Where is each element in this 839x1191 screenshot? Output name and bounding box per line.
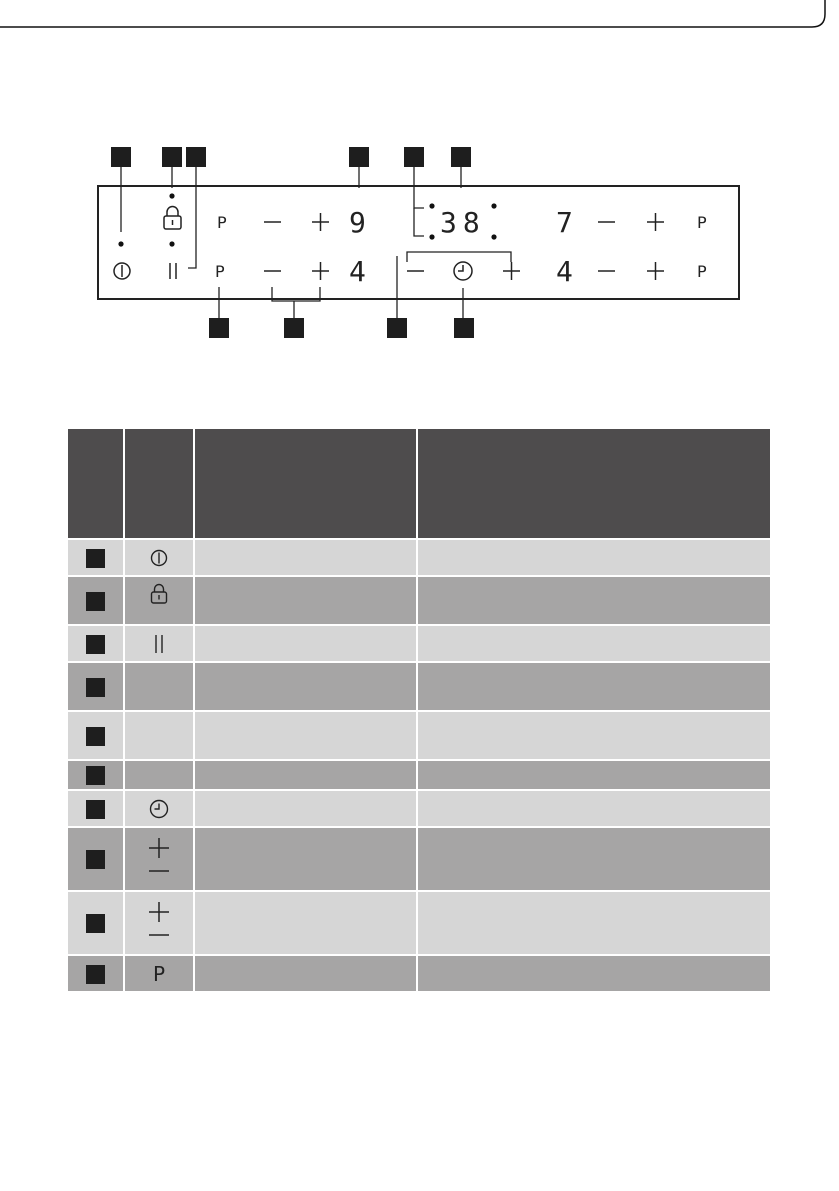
row-function bbox=[195, 712, 418, 761]
panel-frame bbox=[98, 186, 739, 299]
header-comment bbox=[418, 429, 770, 540]
callout-7 bbox=[387, 318, 407, 338]
bottom-right-plus-button[interactable] bbox=[647, 262, 664, 280]
row-number-marker bbox=[86, 965, 105, 984]
table-row bbox=[68, 712, 770, 761]
table-row bbox=[68, 577, 770, 626]
table-row bbox=[68, 761, 770, 791]
on-off-icon[interactable] bbox=[114, 263, 130, 279]
bottom-right-power-key[interactable]: P bbox=[697, 262, 707, 281]
row-number-marker bbox=[86, 914, 105, 933]
table-row bbox=[68, 828, 770, 892]
row-number-marker bbox=[86, 766, 105, 785]
callout-6 bbox=[451, 147, 471, 167]
row-comment bbox=[418, 663, 770, 712]
header-function bbox=[195, 429, 418, 540]
header-number bbox=[68, 429, 125, 540]
row-number-marker bbox=[86, 549, 105, 568]
row-comment bbox=[418, 712, 770, 761]
header-sensor-field bbox=[125, 429, 195, 540]
table-row bbox=[68, 791, 770, 828]
row-number-marker bbox=[86, 678, 105, 697]
timer-icon bbox=[148, 798, 170, 820]
row-function bbox=[195, 663, 418, 712]
callout-3 bbox=[186, 147, 206, 167]
lock-icon[interactable] bbox=[164, 207, 181, 229]
plus-minus-icon bbox=[147, 902, 171, 944]
row-number-marker bbox=[86, 727, 105, 746]
row-comment bbox=[418, 956, 770, 993]
bottom-right-heat-display: 4 bbox=[556, 255, 573, 288]
pause-icon[interactable] bbox=[170, 263, 176, 279]
row-comment bbox=[418, 791, 770, 828]
power-p-symbol: P bbox=[125, 956, 195, 993]
table-header bbox=[68, 429, 770, 540]
callout-1 bbox=[111, 147, 131, 167]
table-row bbox=[68, 540, 770, 577]
callout-9 bbox=[284, 318, 304, 338]
callout-2 bbox=[162, 147, 182, 167]
top-right-heat-display: 7 bbox=[556, 206, 573, 239]
row-comment bbox=[418, 626, 770, 663]
timer-icon[interactable] bbox=[454, 262, 472, 280]
top-left-power-key[interactable]: P bbox=[217, 213, 227, 232]
on-off-icon bbox=[149, 548, 169, 568]
callout-8 bbox=[454, 318, 474, 338]
bottom-left-power-key[interactable]: P bbox=[215, 262, 225, 281]
callout-4 bbox=[349, 147, 369, 167]
top-left-plus-button[interactable] bbox=[312, 213, 329, 231]
lock-icon bbox=[149, 583, 169, 605]
row-number-marker bbox=[86, 800, 105, 819]
function-table bbox=[68, 429, 770, 993]
row-number-marker bbox=[86, 592, 105, 611]
row-function bbox=[195, 761, 418, 791]
callout-10 bbox=[209, 318, 229, 338]
row-function bbox=[195, 828, 418, 892]
row-comment bbox=[418, 892, 770, 956]
row-function bbox=[195, 892, 418, 956]
row-comment bbox=[418, 828, 770, 892]
row-number-marker bbox=[86, 635, 105, 654]
row-function bbox=[195, 577, 418, 626]
top-right-plus-button[interactable] bbox=[647, 213, 664, 231]
row-function bbox=[195, 956, 418, 993]
table-row bbox=[68, 956, 770, 993]
row-comment bbox=[418, 577, 770, 626]
row-function bbox=[195, 540, 418, 577]
callout-5 bbox=[404, 147, 424, 167]
bottom-left-heat-display: 4 bbox=[349, 255, 366, 288]
top-right-power-key[interactable]: P bbox=[697, 213, 707, 232]
table-row bbox=[68, 892, 770, 956]
row-comment bbox=[418, 761, 770, 791]
top-left-heat-display: 9 bbox=[349, 206, 366, 239]
row-comment bbox=[418, 540, 770, 577]
row-function bbox=[195, 626, 418, 663]
plus-minus-icon bbox=[147, 838, 171, 880]
timer-display: 38 bbox=[440, 206, 486, 239]
row-function bbox=[195, 791, 418, 828]
control-panel-diagram bbox=[0, 0, 839, 400]
bottom-left-plus-button[interactable] bbox=[312, 262, 329, 280]
timer-plus-button[interactable] bbox=[503, 262, 520, 280]
table-row bbox=[68, 626, 770, 663]
pause-icon bbox=[149, 633, 169, 655]
table-row bbox=[68, 663, 770, 712]
row-number-marker bbox=[86, 850, 105, 869]
